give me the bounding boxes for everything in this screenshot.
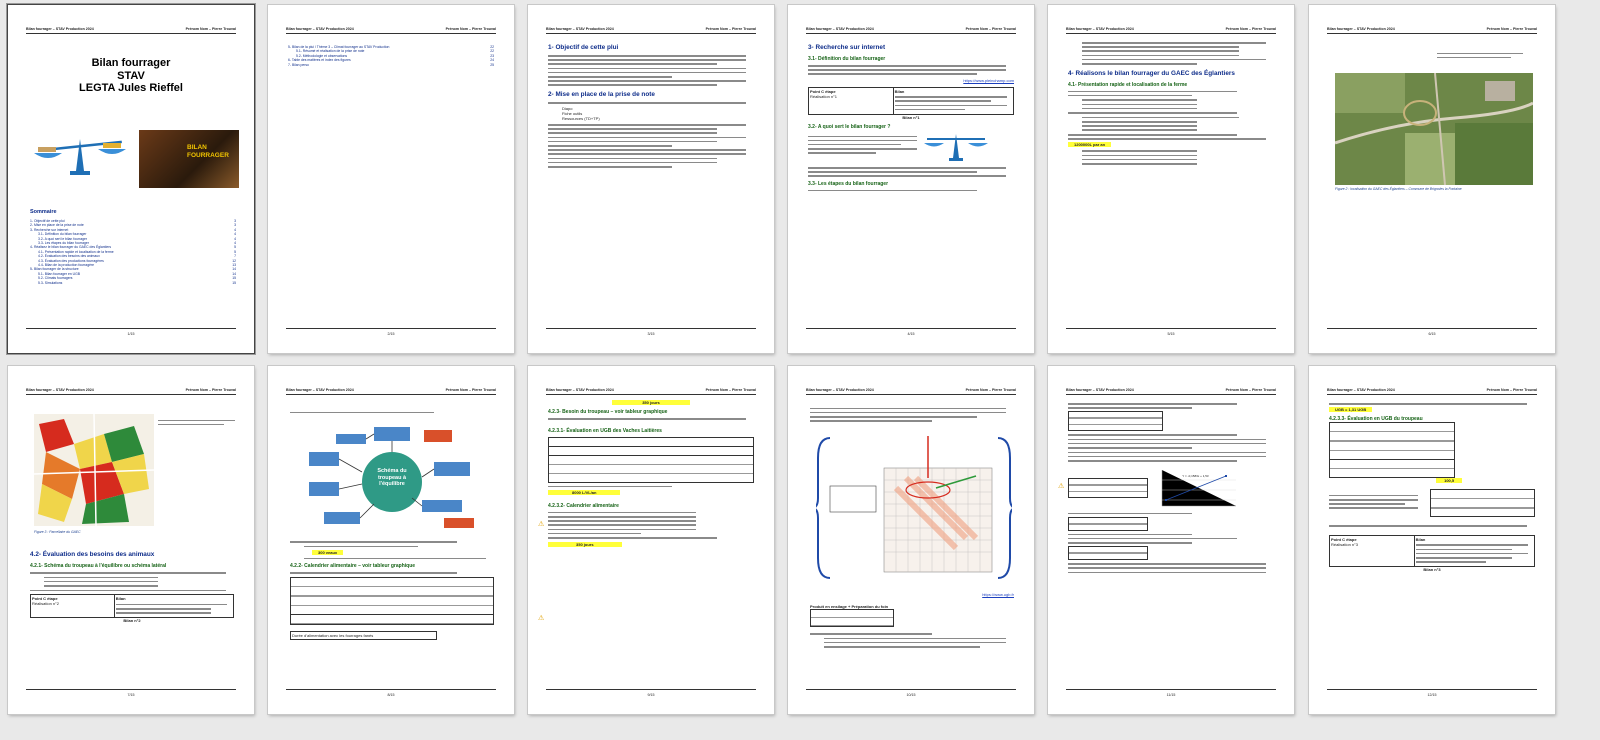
- toc-item[interactable]: 4.2- Évaluation des besoins des animaux 7: [38, 254, 236, 259]
- page-header: Bilan fourrager – STAV Production 2024 Prénom Nom – Pierre Trouval: [26, 27, 236, 34]
- page-footer: 11/15: [1066, 689, 1276, 698]
- page-header: Bilan fourrager – STAV Production 2024 Prénom Nom – Pierre Trouval: [286, 388, 496, 395]
- figure-caption: Figure 3 : Parcellaire du GAEC: [34, 530, 81, 534]
- page-thumbnail-9[interactable]: [528, 366, 774, 714]
- ugb-herd-table: [1329, 422, 1455, 478]
- page-thumbnail-4[interactable]: [788, 5, 1034, 353]
- page-header: Bilan fourrager – STAV Production 2024 Prénom Nom – Pierre Trouval: [806, 388, 1016, 395]
- page-thumbnail-5[interactable]: [1048, 5, 1294, 353]
- scale-illustration: [921, 130, 991, 164]
- page-content: UGB = 1,31 UGB 4.2.3.3- Évaluation en UGB du troupeau 100,5 Point C étape Réalisation n°3 Bilan Bilan n°3: [1329, 400, 1535, 688]
- page-header: Bilan fourrager – STAV Production 2024 Prénom Nom – Pierre Trouval: [26, 388, 236, 395]
- page-header: Bilan fourrager – STAV Production 2024 Prénom Nom – Pierre Trouval: [286, 27, 496, 34]
- toc-item[interactable]: 4.4- Bilan de la production fourragère 13: [38, 263, 236, 268]
- evaluation-table: Point C étape Réalisation n°1 Bilan: [808, 87, 1014, 115]
- toc-item[interactable]: 5- Bilan fourrager de la structure 14: [30, 267, 236, 272]
- table-of-contents-continued: [288, 45, 494, 327]
- evaluation-table: Point C étape Réalisation n°3 Bilan: [1329, 535, 1535, 568]
- warning-icon: ⚠: [538, 615, 545, 622]
- page-content: 350 jours 4.2.3- Besoin du troupeau – voir tableur graphique 4.2.3.1- Évaluation en UGB des Vaches Laitières 8000 L/VL/an 4.2.3.2- Calendrier alimentaire 350 jours: [548, 400, 754, 688]
- feeding-calendar-table: [290, 577, 494, 625]
- highlight: 8000 L/VL/an: [548, 490, 620, 495]
- page-header: Bilan fourrager – STAV Production 2024 Prénom Nom – Pierre Trouval: [1327, 388, 1537, 395]
- book-cover-image: BILAN FOURRAGER: [139, 130, 239, 188]
- highlight: 350 jours: [612, 400, 690, 405]
- page-header: Bilan fourrager – STAV Production 2024 Prénom Nom – Pierre Trouval: [806, 27, 1016, 34]
- highlight: 1200000L par an: [1068, 142, 1111, 147]
- page-content: 4- Réalisons le bilan fourrager du GAEC des Églantiers 4.1- Présentation rapide et localisation de la ferme 1200000L par an: [1068, 39, 1274, 327]
- page-header: Bilan fourrager – STAV Production 2024 Prénom Nom – Pierre Trouval: [1066, 388, 1276, 395]
- grazing-grid-image: [816, 428, 1012, 588]
- regression-chart: Y = -0,1583x + 1,53: [1156, 466, 1274, 510]
- toc-item[interactable]: 5.2- Climats fourragers 15: [38, 276, 236, 281]
- page-header: Bilan fourrager – STAV Production 2024 Prénom Nom – Pierre Trouval: [546, 27, 756, 34]
- ugb-table: [548, 437, 754, 483]
- table-of-contents: [30, 219, 236, 285]
- page-thumbnail-2[interactable]: [268, 5, 514, 353]
- highlight: 300 veaux: [312, 550, 343, 555]
- toc-item[interactable]: 4- Réalisez le bilan fourrager du GAEC des Églantiers 5: [30, 245, 236, 250]
- page-header: Bilan fourrager – STAV Production 2024 Prénom Nom – Pierre Trouval: [1066, 27, 1276, 34]
- page-footer: 2/15: [286, 328, 496, 337]
- toc-item[interactable]: 3.3- Les étapes du bilan fourrager 4: [38, 241, 236, 246]
- page-header: Bilan fourrager – STAV Production 2024 Prénom Nom – Pierre Trouval: [1327, 27, 1537, 34]
- reference-link[interactable]: https://www.ugb.fr: [982, 592, 1014, 597]
- page-footer: 3/15: [546, 328, 756, 337]
- page-thumbnail-8[interactable]: [268, 366, 514, 714]
- page-thumbnail-11[interactable]: [1048, 366, 1294, 714]
- toc-item[interactable]: 3.2- A quoi sert le bilan fourrager 4: [38, 236, 236, 241]
- toc-item[interactable]: 3.1- Définition du bilan fourrager 4: [38, 232, 236, 237]
- toc-item[interactable]: 5.3- Simulations 15: [38, 280, 236, 285]
- toc-item[interactable]: 4.3- Évaluation des productions fourragères 12: [38, 258, 236, 263]
- page-footer: 8/15: [286, 689, 496, 698]
- highlight: 350 jours: [548, 542, 622, 547]
- page-content: 1- Objectif de cette plui 2- Mise en place de la prise de note Diapo Fiche outils Ressources (TD+TP): [548, 39, 754, 327]
- page-footer: 1/15: [26, 328, 236, 337]
- cover-title: Bilan fourrager STAV LEGTA Jules Rieffel: [79, 57, 183, 94]
- page-content: Produit en ensilage + Préparation du foin: [810, 604, 1014, 650]
- toc-item[interactable]: 5.1- Bilan fourrager en UGB 14: [38, 271, 236, 276]
- page-footer: 4/15: [806, 328, 1016, 337]
- herd-equilibrium-diagram: Schéma du troupeau à l'équilibre: [304, 422, 480, 532]
- page-content: 4.2- Évaluation des besoins des animaux 4.2.1- Schéma du troupeau à l'équilibre ou schéma latéral Point C étape Réalisation n°2 Bilan Bilan n°2: [30, 546, 234, 623]
- page-thumbnail-10[interactable]: [788, 366, 1034, 714]
- highlight: UGB = 1,31 UGB: [1329, 407, 1372, 412]
- parcel-map-image: [34, 414, 154, 526]
- table-note: Durée d'alimentation avec les fourrages fanés: [290, 631, 437, 640]
- highlight: 100,5: [1436, 478, 1462, 483]
- page-header: Bilan fourrager – STAV Production 2024 Prénom Nom – Pierre Trouval: [546, 388, 756, 395]
- warning-icon: ⚠: [538, 521, 545, 528]
- toc-item[interactable]: 3- Recherche sur internet 4: [30, 227, 236, 232]
- page-footer: 6/15: [1327, 328, 1537, 337]
- scale-illustration: [30, 131, 130, 181]
- aerial-map-image: [1335, 73, 1533, 185]
- bullet-list: Diapo Fiche outils Ressources (TD+TP): [562, 106, 600, 122]
- page-thumbnail-3[interactable]: [528, 5, 774, 353]
- toc-item[interactable]: 5.1- Résumé et réalisation de la prise de note 22: [296, 49, 494, 54]
- warning-icon: ⚠: [1058, 483, 1065, 490]
- page-thumbnail-7[interactable]: [8, 366, 254, 714]
- page-content: 300 veaux 4.2.2- Calendrier alimentaire – voir tableur graphique Durée d'alimentation avec les fourrages fanés: [290, 538, 494, 640]
- evaluation-table: Point C étape Réalisation n°2 Bilan: [30, 594, 234, 618]
- toc-item[interactable]: 5.2- Méthodologie et observations 23: [296, 53, 494, 58]
- page-footer: 5/15: [1066, 328, 1276, 337]
- toc-item[interactable]: 4.1- Présentation rapide et localisation de la ferme 5: [38, 249, 236, 254]
- toc-item[interactable]: 1- Objectif de cette plui 3: [30, 219, 236, 223]
- toc-item[interactable]: 7- Bilan perso 25: [288, 62, 494, 67]
- summary-title: Sommaire: [30, 209, 57, 215]
- toc-item[interactable]: 5- Bilan de la plui / Thème 3 – Climat fourrager au STAV Production 22: [288, 45, 494, 49]
- page-thumbnail-1[interactable]: [8, 5, 254, 353]
- page-footer: 9/15: [546, 689, 756, 698]
- page-thumbnail-12[interactable]: [1309, 366, 1555, 714]
- page-thumbnail-6[interactable]: [1309, 5, 1555, 353]
- page-content: [1068, 400, 1274, 688]
- toc-item[interactable]: 2- Mise en place de la prise de note 3: [30, 223, 236, 228]
- page-footer: 10/15: [806, 689, 1016, 698]
- toc-item[interactable]: 6- Table des matières et index des figures 24: [288, 58, 494, 63]
- page-content: 3- Recherche sur internet 3.1- Définition du bilan fourrager https://www.pleinchamp.com Point C étape Réalisation n°1 Bilan Bilan n°1 3.2- A quoi sert le bilan fourrager ? 3.3- Les étapes du bilan fourrager: [808, 39, 1014, 327]
- page-footer: 7/15: [26, 689, 236, 698]
- reference-link[interactable]: https://www.pleinchamp.com: [963, 77, 1014, 83]
- page-footer: 12/15: [1327, 689, 1537, 698]
- figure-caption: Figure 2 : localisation du GAEC des Églantiers – Commune de Brignoles la Fontaine: [1335, 187, 1462, 191]
